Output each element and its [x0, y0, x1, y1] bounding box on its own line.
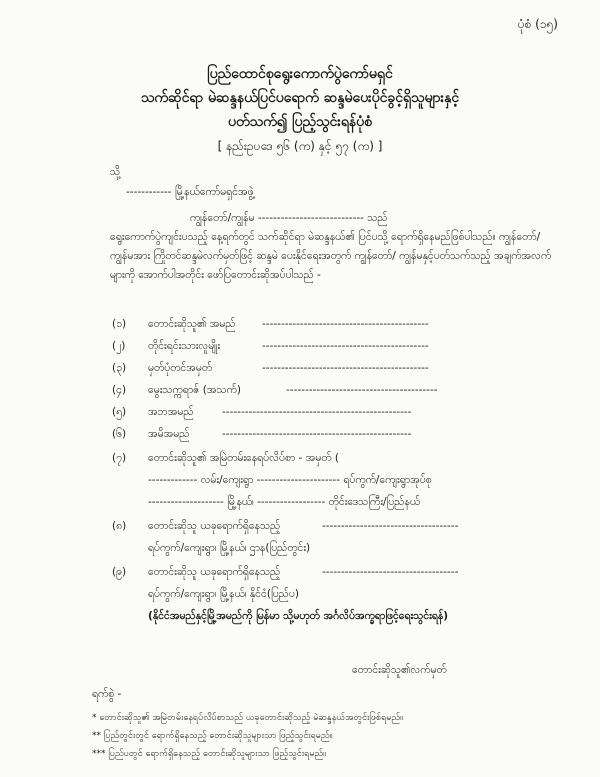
item-label: အမိအမည် — [148, 428, 190, 440]
item-blank-line: ------------------------------------ — [322, 520, 459, 532]
date-label: ရက်စွဲ - — [92, 688, 122, 700]
intro-paragraph: ရွေးကောက်ပွဲကျင်းပသည့် နေ့ရက်တွင် သက်ဆိုင်ရာ မဲဆန္ဒနယ်၏ ပြင်ပသို့ ရောက်ရှိနေမည်ဖြစ်ပါသည်။ ကျွန်တော်/ ကျွန်မအား ကြိုတင်ဆန္ဒမဲလက်မှတ်ဖြင့် ဆန္ဒမဲ ပေးနိုင်ရေးအတွက် ကျွန်တော်/ ကျွန်မနှင့်ပတ်သက်သည့် အချက်အလက်များကို အောက်ပါအတိုင်း ဖော်ပြတောင်းဆိုအပ်ပါသည် - — [110, 231, 552, 281]
item-8-number: (၈) — [112, 520, 127, 532]
item-label: တောင်းဆိုသူ၏ အမည် — [148, 318, 236, 330]
item-7-row-2: ------------- လမ်း/ကျေးရွာ ---------------------- ရပ်ကွက်/ကျေးရွာအုပ်စု — [148, 474, 432, 486]
item-blank-line: -------------------------------------------- — [262, 362, 429, 374]
language-note: (နိုင်ငံအမည်နှင့်မြို့အမည်ကို မြန်မာ သို့မဟုတ် အင်္ဂလိပ်အက္ခရာဖြင့်ရေးသွင်းရန်) — [148, 610, 449, 622]
item-label: မွေးသက္ကရာဇ် (အသက်) — [148, 384, 241, 396]
item-number: (၆) — [112, 428, 127, 440]
item-blank-line: -------------------------------------------------- — [222, 428, 412, 440]
item-7-number: (၇) — [112, 452, 127, 464]
item-9-number: (၉) — [112, 566, 127, 578]
rule-reference: [ နည်းဥပဒေ ၅၆ (က) နှင့် ၅၇ (က) ] — [217, 139, 383, 153]
item-7-label: တောင်းဆိုသူ၏ အမြဲတမ်းနေရပ်လိပ်စာ - အမှတ် ( — [148, 452, 339, 464]
form-number: ပုံစံ (၁၅) — [517, 17, 558, 31]
item-blank-line: -------------------------------------------- — [262, 340, 429, 352]
item-blank-line: -------------------------------------------- — [262, 318, 429, 330]
item-number: (၂) — [112, 340, 126, 352]
item-label: မှတ်ပုံတင်အမှတ် — [148, 362, 213, 374]
to-label: သို့ — [110, 166, 121, 178]
to-township-commission: ------------ မြို့နယ်ကော်မရှင်အဖွဲ့ — [126, 186, 254, 198]
title-line-3: ပတ်သက်၍ ပြည့်သွင်းရန်ပုံစံ — [227, 114, 373, 130]
signature-label: တောင်းဆိုသူ၏လက်မှတ် — [352, 664, 447, 676]
item-number: (၁) — [112, 318, 127, 330]
item-blank-line: ------------------------------------ — [322, 566, 459, 578]
item-9-label: တောင်းဆိုသူ ယခုရောက်ရှိနေသည့် — [148, 566, 281, 578]
item-number: (၃) — [112, 362, 127, 374]
item-8-row-2: ရပ်ကွက်/ကျေးရွာ၊ မြို့နယ်၊ ဌာန(ပြည်တွင်း) — [148, 542, 311, 554]
footnote-3: *** ပြည်ပတွင် ရောက်ရှိနေသည့် တောင်းဆိုသူများသာ ဖြည့်သွင်းရမည်။ — [92, 749, 326, 759]
title-line-1: ပြည်ထောင်စုရွေးကောက်ပွဲကော်မရှင် — [207, 66, 393, 82]
item-7-row-3: -------------------- မြို့နယ်၊ ------------------ တိုင်းဒေသကြီး/ပြည်နယ် — [148, 496, 421, 508]
item-number: (၄) — [112, 384, 127, 396]
item-number: (၅) — [112, 406, 127, 418]
item-blank-line: -------------------------------------------------- — [222, 406, 412, 418]
title-line-2: သက်ဆိုင်ရာ မဲဆန္ဒနယ်ပြင်ပရောက် ဆန္ဒမဲပေးပိုင်ခွင့်ရှိသူများနှင့် — [140, 90, 460, 106]
intro-line: ကျွန်တော်/ကျွန်မ ---------------------------- သည် — [190, 212, 388, 224]
footnote-1: * တောင်းဆိုသူ၏ အမြဲတမ်းနေရပ်လိပ်စာသည် ယခုတောင်းဆိုသည့် မဲဆန္ဒနယ်အတွင်းဖြစ်ရမည်။ — [92, 713, 403, 723]
item-9-row-2: ရပ်ကွက်/ကျေးရွာ၊ မြို့နယ်၊ နိုင်ငံ(ပြည်ပ) — [148, 588, 299, 600]
item-label: တိုင်းရင်းသားလူမျိုး — [148, 340, 221, 352]
footnote-2: ** ပြည်တွင်းတွင် ရောက်ရှိနေသည့် တောင်းဆိုသူများသာ ဖြည့်သွင်းရမည်။ — [92, 731, 333, 741]
item-blank-line: ---------------------------------------- — [286, 384, 438, 396]
item-8-label: တောင်းဆိုသူ ယခုရောက်ရှိနေသည့် — [148, 520, 281, 532]
item-label: အဘအမည် — [148, 406, 194, 418]
